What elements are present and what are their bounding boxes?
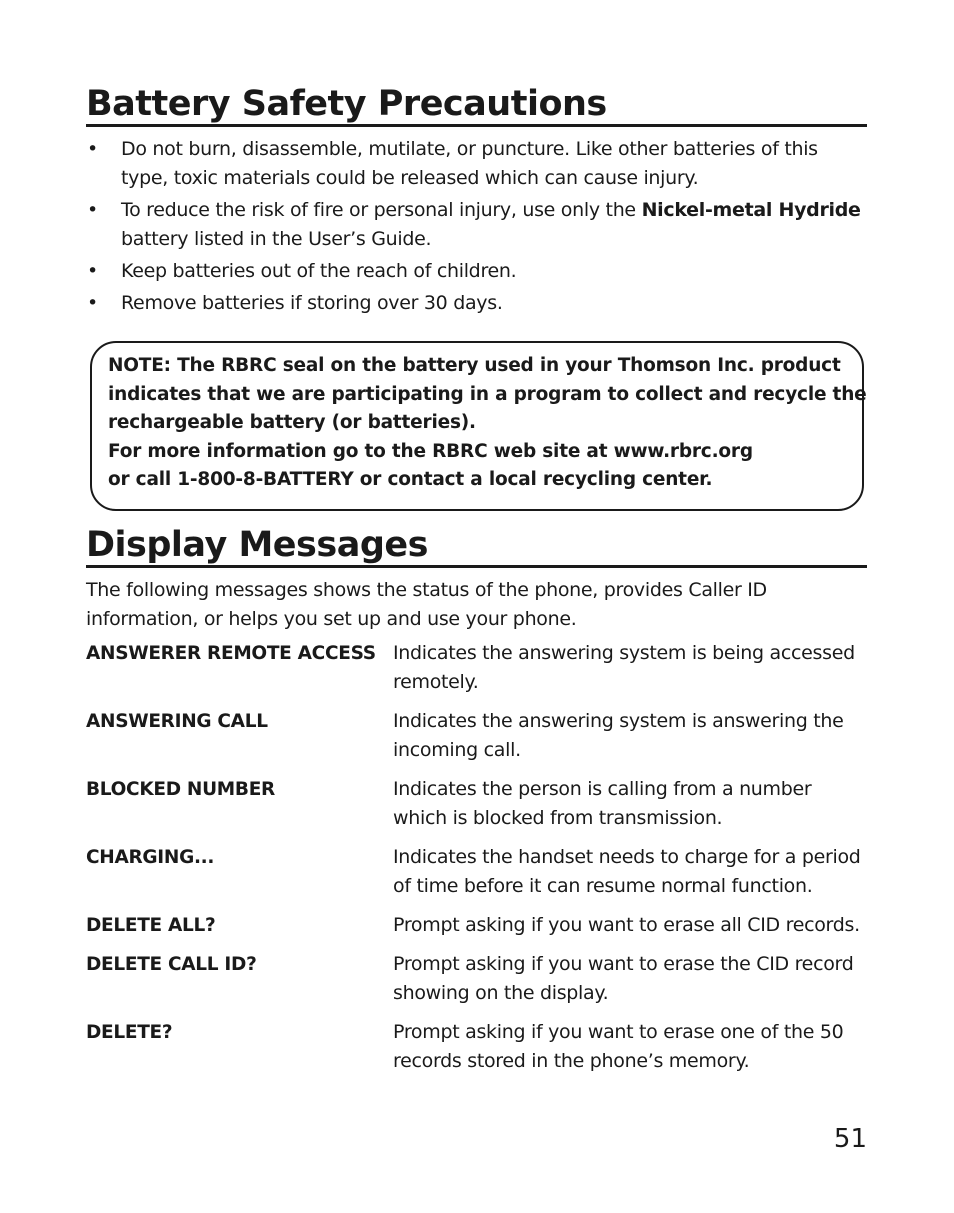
message-desc: Prompt asking if you want to erase the CID record showing on the display. [393,952,854,1004]
message-row [86,911,867,940]
message-row [86,707,867,765]
bullet-icon: • [87,199,98,221]
page-content [86,84,867,1086]
message-row [86,639,867,697]
bullet-text-post: battery listed in the User’s Guide. [121,228,432,250]
message-term: ANSWERING CALL [86,710,268,732]
note-line: NOTE: The RBRC seal on the battery used in your Thomson Inc. product [108,355,841,376]
bullet-icon: • [87,138,98,160]
list-item [86,289,867,318]
battery-precautions-list [86,135,867,318]
page-number: 51 [833,1124,867,1154]
display-messages-list [86,639,867,1076]
message-desc: Indicates the handset needs to charge for a period of time before it can resume normal function. [393,845,861,897]
note-line: indicates that we are participating in a program to collect and recycle the [108,383,867,405]
display-section-title: Display Messages [86,525,867,568]
bullet-text-pre: To reduce the risk of fire or personal injury, use only the [121,199,642,221]
note-line: rechargeable battery (or batteries). [108,412,476,433]
bullet-text: Do not burn, disassemble, mutilate, or puncture. Like other batteries of this type, toxic materials could be released which can cause injury. [121,138,818,189]
rbrc-note-box [90,341,867,511]
bullet-icon: • [87,292,98,314]
message-row [86,950,867,1008]
message-row [86,843,867,901]
message-desc: Prompt asking if you want to erase all CID records. [393,913,860,936]
message-desc: Prompt asking if you want to erase one of the 50 records stored in the phone’s memory. [393,1020,844,1072]
display-intro: The following messages shows the status of the phone, provides Caller ID information, or helps you set up and use your phone. [86,578,767,630]
list-item [86,257,867,286]
note-line: or call 1-800-8-BATTERY or contact a local recycling center. [108,469,713,490]
bullet-icon: • [87,260,98,282]
message-term: DELETE ALL? [86,914,216,936]
message-desc: Indicates the answering system is being accessed remotely. [393,641,855,693]
list-item [86,196,867,254]
message-row [86,775,867,833]
battery-section-title: Battery Safety Precautions [86,84,867,127]
message-row [86,1018,867,1076]
message-term: ANSWERER REMOTE ACCESS [86,642,376,664]
message-desc: Indicates the answering system is answering the incoming call. [393,709,844,761]
bullet-text: Remove batteries if storing over 30 days. [121,292,503,314]
list-item [86,135,867,193]
message-desc: Indicates the person is calling from a number which is blocked from transmission. [393,777,812,829]
battery-type-bold: Nickel-metal Hydride [641,199,861,221]
message-term: BLOCKED NUMBER [86,778,276,800]
message-term: DELETE? [86,1021,173,1043]
message-term: CHARGING... [86,846,215,868]
message-term: DELETE CALL ID? [86,953,257,975]
note-line: For more information go to the RBRC web site at www.rbrc.org [108,440,753,462]
bullet-text: Keep batteries out of the reach of children. [121,260,517,282]
